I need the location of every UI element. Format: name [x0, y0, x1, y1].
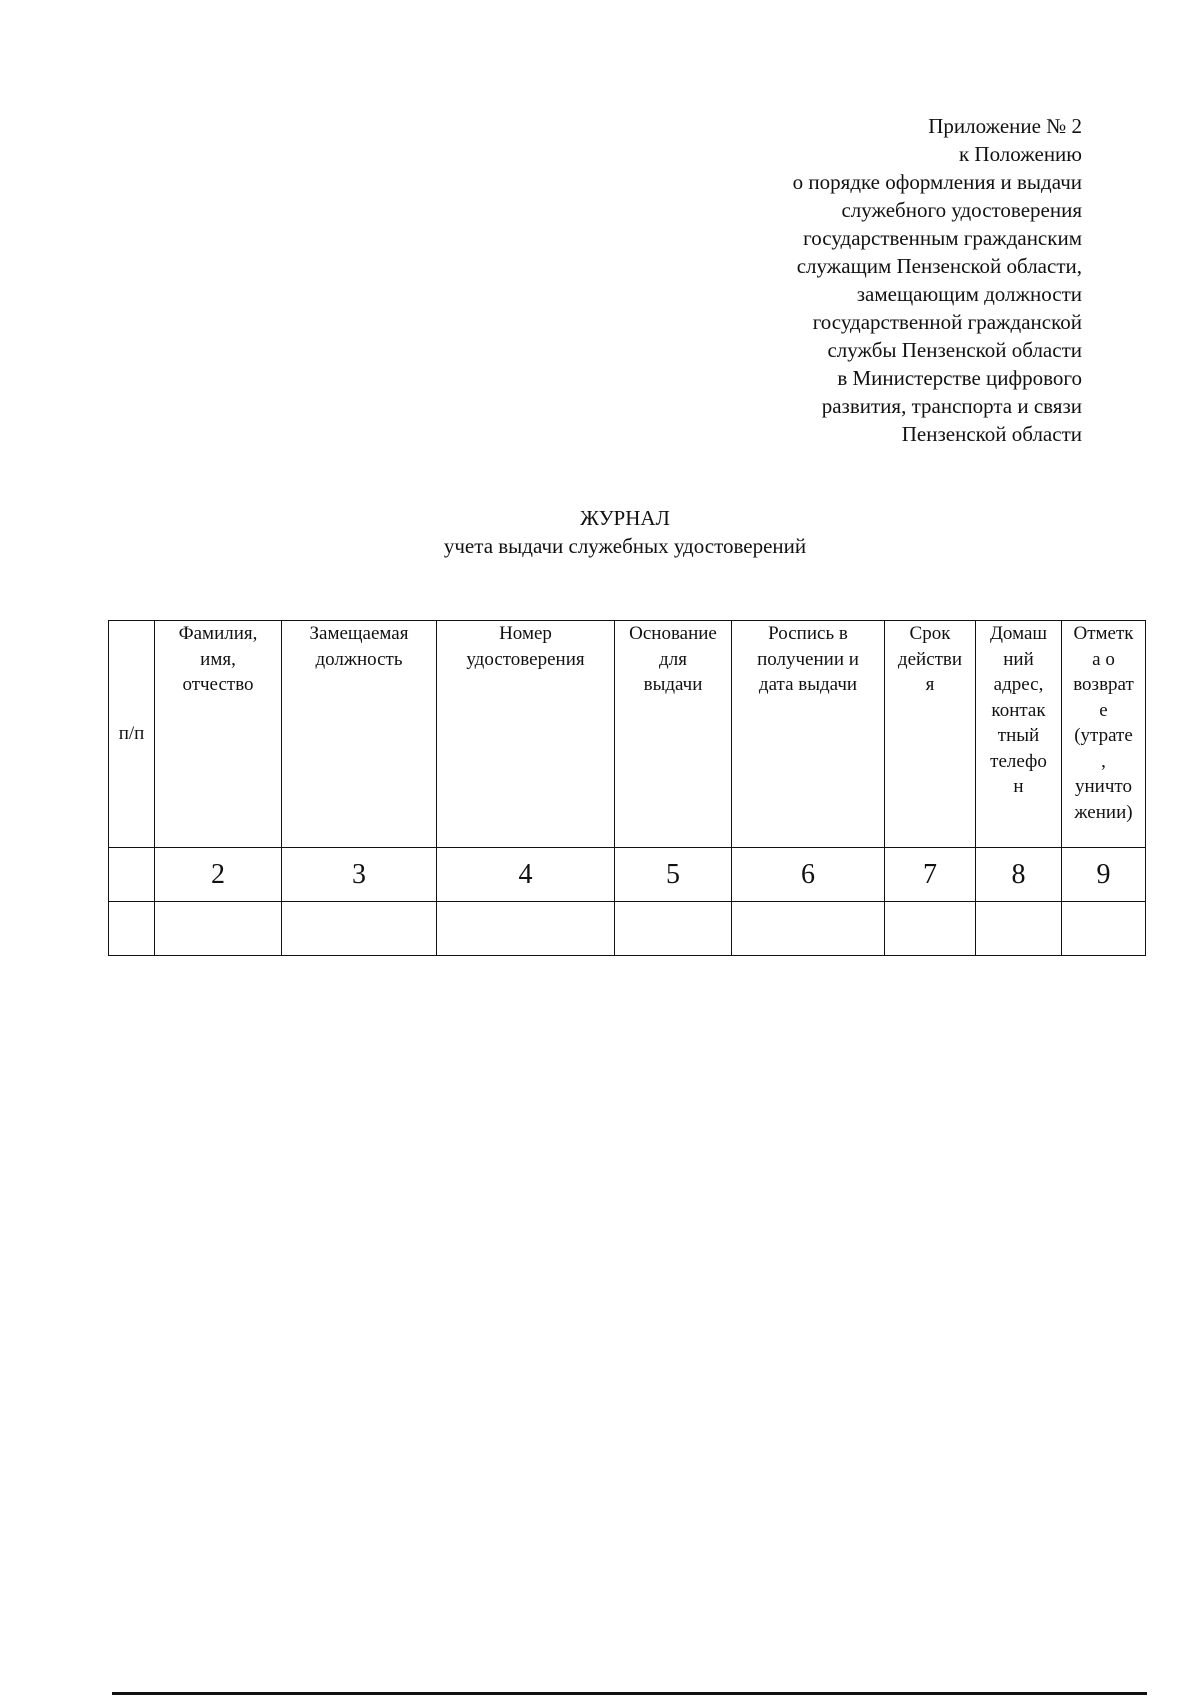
- appendix-line: государственным гражданским: [803, 226, 1082, 250]
- table-header-row: [109, 621, 1146, 848]
- table-cell: [155, 902, 282, 956]
- header-label: Роспись в получении и дата выдачи: [757, 623, 859, 695]
- header-label: Домаш ний адрес, контак тный телефо н: [989, 623, 1048, 797]
- table-cell: [1062, 902, 1146, 956]
- header-label: Срок действи я: [897, 623, 963, 695]
- appendix-line: Приложение № 2: [928, 114, 1082, 138]
- column-number-cell: [109, 848, 155, 902]
- column-number-cell: 3: [282, 848, 437, 902]
- header-cell-return-mark: [1062, 621, 1146, 848]
- column-number-cell: 6: [732, 848, 885, 902]
- journal-table: [108, 620, 1146, 956]
- header-cell-number: [109, 621, 155, 848]
- appendix-line: развития, транспорта и связи: [821, 394, 1082, 418]
- header-label: Основание для выдачи: [629, 623, 717, 695]
- column-number-row: [109, 848, 1146, 902]
- appendix-line: к Положению: [958, 142, 1082, 166]
- appendix-block: [482, 112, 1082, 448]
- appendix-line: о порядке оформления и выдачи: [792, 170, 1082, 194]
- header-cell-position: [282, 621, 437, 848]
- table-cell: [732, 902, 885, 956]
- header-cell-signature-date: [732, 621, 885, 848]
- journal-subheading: учета выдачи служебных удостоверений: [443, 534, 807, 558]
- table-cell: [282, 902, 437, 956]
- appendix-line: службы Пензенской области: [827, 338, 1082, 362]
- header-label: Замещаемая должность: [309, 623, 409, 670]
- header-label: Отметк а о возврат е (утрате , уничто жении): [1073, 623, 1134, 823]
- appendix-line: служебного удостоверения: [841, 198, 1082, 222]
- header-label: Номер удостоверения: [466, 623, 585, 670]
- appendix-line: служащим Пензенской области,: [796, 254, 1082, 278]
- appendix-line: государственной гражданской: [812, 310, 1082, 334]
- column-number-cell: 8: [976, 848, 1062, 902]
- column-number-cell: 2: [155, 848, 282, 902]
- journal-title-block: [100, 504, 1150, 560]
- column-number-cell: 9: [1062, 848, 1146, 902]
- appendix-line: замещающим должности: [856, 282, 1082, 306]
- table-row: [109, 902, 1146, 956]
- table-cell: [109, 902, 155, 956]
- header-cell-address-phone: [976, 621, 1062, 848]
- column-number-cell: 5: [615, 848, 732, 902]
- appendix-line: Пензенской области: [901, 422, 1082, 446]
- appendix-line: в Министерстве цифрового: [837, 366, 1082, 390]
- header-cell-full-name: [155, 621, 282, 848]
- header-cell-validity: [885, 621, 976, 848]
- footer-rule: [112, 1692, 1147, 1695]
- table-cell: [437, 902, 615, 956]
- table-cell: [615, 902, 732, 956]
- table-cell: [885, 902, 976, 956]
- header-label: Фамилия, имя, отчество: [178, 623, 258, 695]
- column-number-cell: 4: [437, 848, 615, 902]
- table-cell: [976, 902, 1062, 956]
- header-cell-basis: [615, 621, 732, 848]
- journal-heading: ЖУРНАЛ: [580, 506, 670, 530]
- column-number-cell: 7: [885, 848, 976, 902]
- header-label: п/п: [118, 723, 145, 745]
- header-cell-id-number: [437, 621, 615, 848]
